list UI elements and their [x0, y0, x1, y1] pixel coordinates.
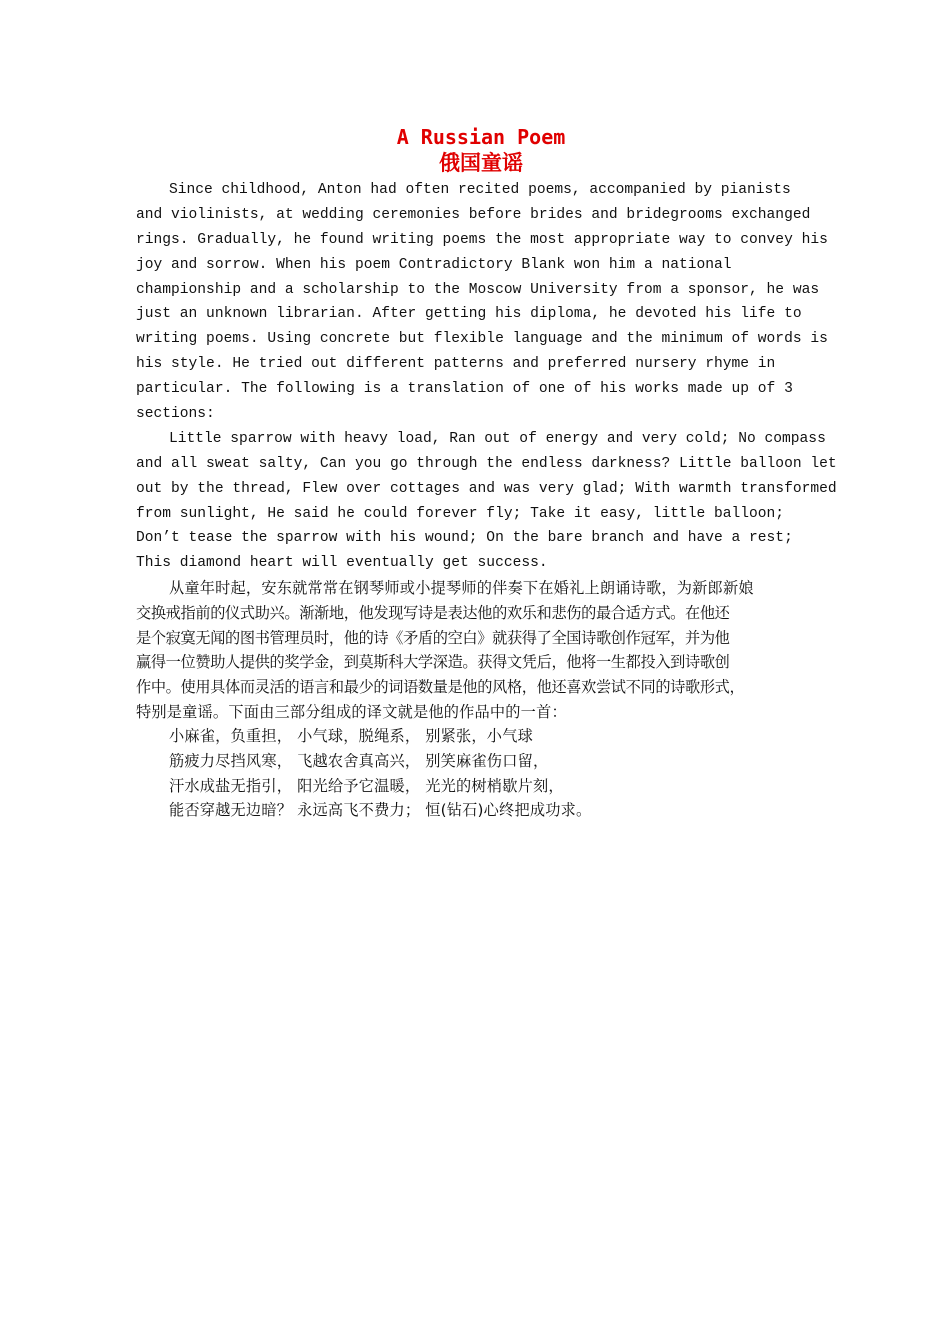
english-line: Since childhood, Anton had often recited poems, accompanied by pianists [169, 182, 791, 198]
english-poem-line: Don’t tease the sparrow with his wound; On the bare branch and have a rest; [136, 530, 793, 547]
chinese-poem-line: 能否穿越无边暗？ 永远高飞不费力； 恒(钻石)心终把成功求。 [169, 801, 592, 820]
chinese-poem [136, 724, 826, 823]
english-poem-line: and all sweat salty, Can you go through the endless darkness? Little balloon let [136, 455, 837, 472]
english-poem-line: from sunlight, He said he could forever fly; Take it easy, little balloon; [136, 505, 785, 522]
chinese-poem-line: 汗水成盐无指引， 阳光给予它温暖， 光光的树梢歇片刻， [169, 776, 564, 795]
chinese-line: 交换戒指前的仪式助兴。渐渐地，他发现写诗是表达他的欢乐和悲伤的最合适方式。在他还 [136, 603, 730, 622]
title-chinese: 俄国童谣 [439, 151, 523, 175]
english-passage [136, 178, 837, 576]
english-line: and violinists, at wedding ceremonies before brides and bridegrooms exchanged [136, 206, 811, 223]
chinese-poem-line: 筋疲力尽挡风寒， 飞越农舍真高兴， 别笑麻雀伤口留， [169, 752, 549, 771]
chinese-line: 特别是童谣。下面由三部分组成的译文就是他的作品中的一首： [136, 702, 567, 721]
chinese-poem-line: 小麻雀，负重担， 小气球，脱绳系， 别紧张，小气球 [169, 727, 533, 746]
chinese-line: 从童年时起，安东就常常在钢琴师或小提琴师的伴奏下在婚礼上朗诵诗歌，为新郎新娘 [169, 579, 754, 598]
english-line: championship and a scholarship to the Moscow University from a sponsor, he was [136, 281, 820, 298]
chinese-passage [136, 576, 826, 724]
english-poem-line: This diamond heart will eventually get success. [136, 555, 548, 572]
english-line: his style. He tried out different patterns and preferred nursery rhyme in [136, 356, 776, 373]
english-line: writing poems. Using concrete but flexible language and the minimum of words is [136, 331, 828, 348]
english-line: sections: [136, 406, 215, 423]
title-english: A Russian Poem [396, 125, 566, 149]
english-line: particular. The following is a translation of one of his works made up of 3 [136, 381, 793, 398]
english-line: rings. Gradually, he found writing poems the most appropriate way to convey his [136, 231, 828, 248]
english-poem-line: Little sparrow with heavy load, Ran out of energy and very cold; No compass [169, 430, 826, 447]
chinese-line: 是个寂寞无闻的图书管理员时，他的诗《矛盾的空白》就获得了全国诗歌创作冠军，并为他 [136, 628, 730, 647]
english-line: joy and sorrow. When his poem Contradictory Blank won him a national [136, 256, 732, 273]
chinese-line: 作中。使用具体而灵活的语言和最少的词语数量是他的风格，他还喜欢尝试不同的诗歌形式， [136, 678, 745, 696]
english-line: just an unknown librarian. After getting his diploma, he devoted his life to [136, 306, 802, 323]
document-page [136, 124, 837, 823]
english-poem-line: out by the thread, Flew over cottages and was very glad; With warmth transformed [136, 480, 837, 497]
chinese-line: 赢得一位赞助人提供的奖学金，到莫斯科大学深造。获得文凭后，他将一生都投入到诗歌创 [136, 653, 730, 672]
